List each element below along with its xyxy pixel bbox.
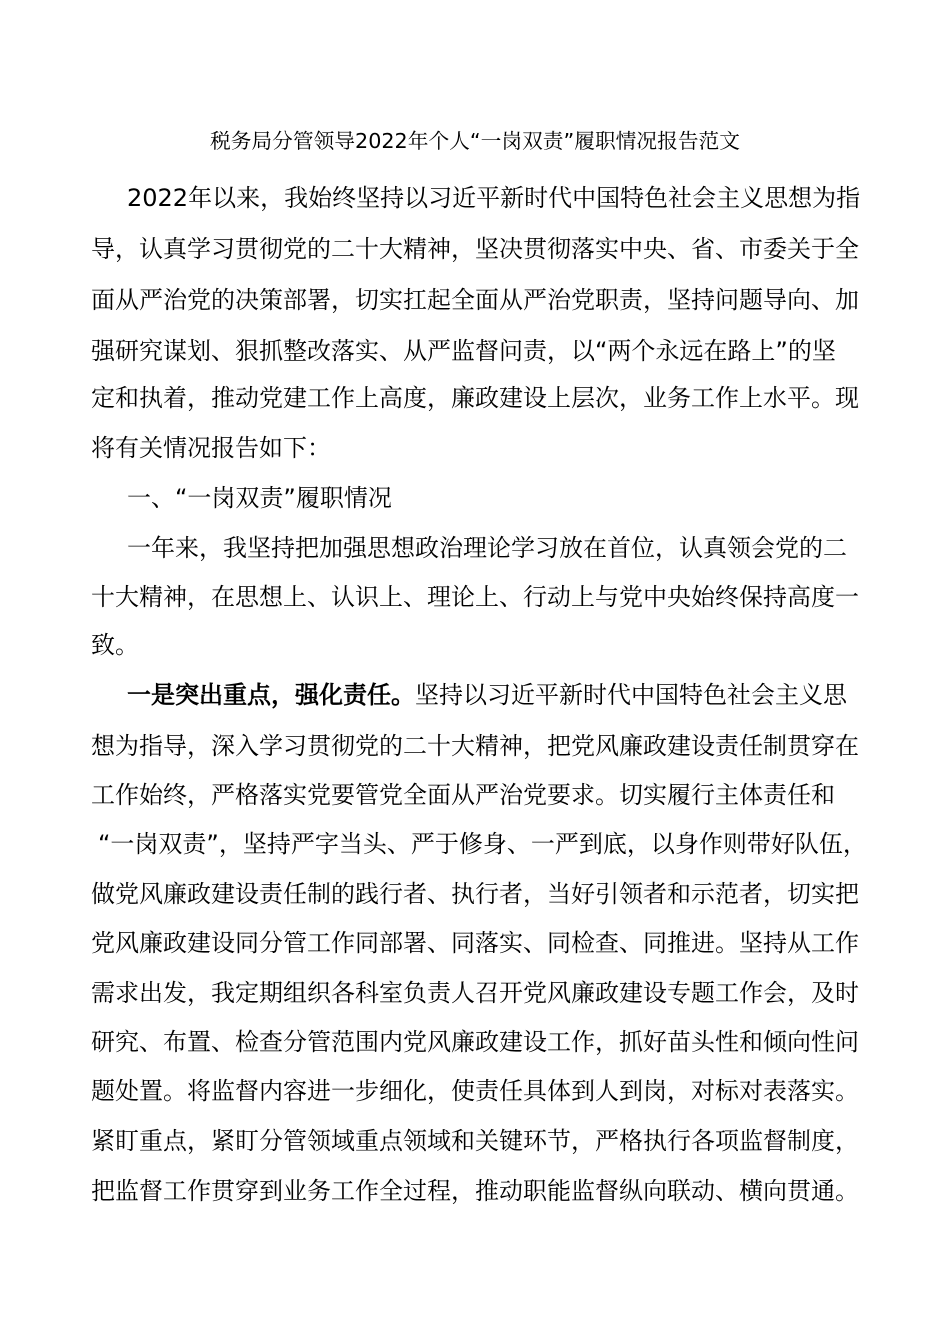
paragraph-line: 定和执着，推动党建工作上高度，廉政建设上层次，业务工作上水平。现: [91, 384, 859, 412]
paragraph-line: 想为指导，深入学习贯彻党的二十大精神，把党风廉政建设责任制贯穿在: [91, 732, 859, 760]
document-title: 税务局分管领导2022年个人“一岗双责”履职情况报告范文: [209, 129, 740, 153]
paragraph-line: 2022年以来，我始终坚持以习近平新时代中国特色社会主义思想为指: [127, 184, 861, 212]
paragraph-line: 一年来，我坚持把加强思想政治理论学习放在首位，认真领会党的二: [127, 534, 847, 562]
paragraph-line: 面从严治党的决策部署，切实扛起全面从严治党职责，坚持问题导向、加: [91, 286, 859, 314]
paragraph-line: 将有关情况报告如下：: [91, 434, 331, 462]
paragraph-line: 十大精神，在思想上、认识上、理论上、行动上与党中央始终保持高度一: [91, 583, 859, 611]
paragraph-line: 需求出发，我定期组织各科室负责人召开党风廉政建设专题工作会，及时: [91, 979, 859, 1007]
paragraph-line: 题处置。将监督内容进一步细化，使责任具体到人到岗，对标对表落实。: [91, 1077, 859, 1105]
paragraph-line: 紧盯重点，紧盯分管领域重点领域和关键环节，严格执行各项监督制度，: [91, 1127, 859, 1155]
paragraph-line: 强研究谋划、狠抓整改落实、从严监督问责，以“两个永远在路上”的坚: [91, 337, 836, 365]
paragraph-line: 把监督工作贯穿到业务工作全过程，推动职能监督纵向联动、横向贯通。: [91, 1177, 859, 1205]
point-one-line: [127, 678, 847, 712]
paragraph-line: 党风廉政建设同分管工作同部署、同落实、同检查、同推进。坚持从工作: [91, 929, 859, 957]
paragraph-line: “一岗双责”，坚持严字当头、严于修身、一严到底，以身作则带好队伍，: [98, 830, 867, 858]
section-heading: 一、“一岗双责”履职情况: [127, 484, 392, 512]
point-one-text: 坚持以习近平新时代中国特色社会主义思: [415, 681, 847, 709]
paragraph-line: 做党风廉政建设责任制的践行者、执行者，当好引领者和示范者，切实把: [91, 880, 859, 908]
paragraph-line: 导，认真学习贯彻党的二十大精神，坚决贯彻落实中央、省、市委关于全: [91, 235, 859, 263]
point-one-lead: 一是突出重点，强化责任。: [127, 681, 415, 709]
paragraph-line: 致。: [91, 631, 139, 659]
paragraph-line: 研究、布置、检查分管范围内党风廉政建设工作，抓好苗头性和倾向性问: [91, 1028, 859, 1056]
paragraph-line: 工作始终，严格落实党要管党全面从严治党要求。切实履行主体责任和: [91, 781, 835, 809]
